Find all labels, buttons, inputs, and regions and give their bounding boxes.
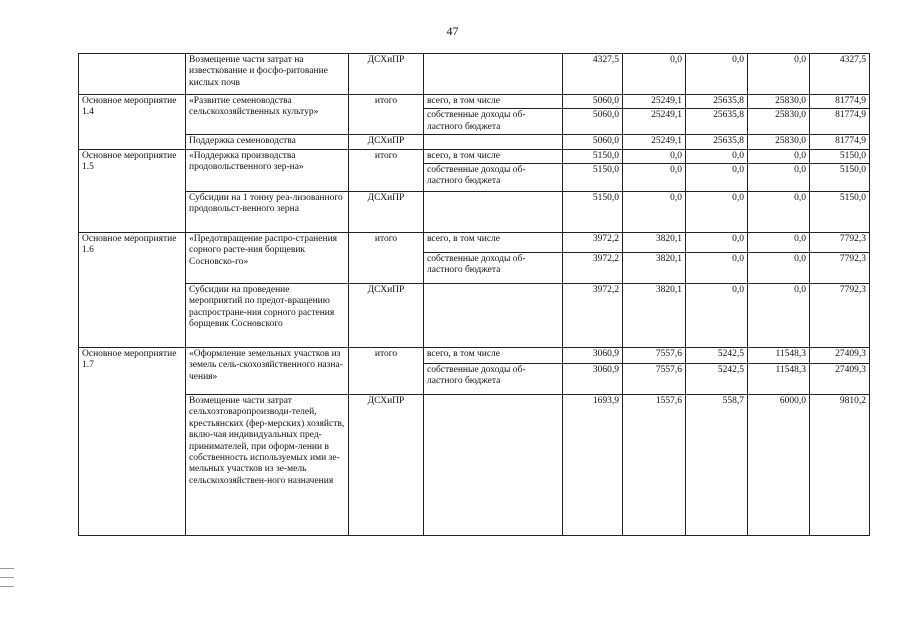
measure-name-cell: Возмещение части затрат сельхозтоваропроизводи-телей, крестьянских (фер-мерских) хозяйств, вклю-чая индивидуальных пред-принимателей, при оформ-лении в собственность используемых ими зе-мельных участков из зе-мель сельскохозяйствен-ного назначения (186, 394, 349, 535)
measure-name-cell: «Предотвращение распро-странения сорного расте-ния борщевик Сосновско-го» (186, 232, 349, 283)
value-cell: 9810,2 (810, 394, 870, 535)
table-row (79, 149, 870, 163)
value-cell: 5150,0 (810, 163, 870, 191)
value-cell: 25830,0 (748, 95, 810, 109)
value-cell: 0,0 (686, 252, 748, 283)
value-cell: 0,0 (623, 163, 686, 191)
value-cell: 558,7 (686, 394, 748, 535)
value-cell: 25635,8 (686, 109, 748, 135)
budget-table-body (79, 54, 870, 536)
value-cell: 5150,0 (563, 149, 623, 163)
table-row (79, 347, 870, 363)
value-cell: 1557,6 (623, 394, 686, 535)
value-cell: 0,0 (748, 191, 810, 232)
value-cell: 5150,0 (563, 191, 623, 232)
value-cell: 0,0 (748, 149, 810, 163)
value-cell: 81774,9 (810, 135, 870, 149)
funding-source-cell (424, 394, 563, 535)
value-cell: 25635,8 (686, 135, 748, 149)
table-row (79, 191, 870, 232)
responsible-cell: итого (349, 95, 424, 135)
table-row (79, 283, 870, 347)
value-cell: 27409,3 (810, 363, 870, 394)
responsible-cell: итого (349, 347, 424, 394)
value-cell: 25249,1 (623, 95, 686, 109)
value-cell: 81774,9 (810, 109, 870, 135)
value-cell: 0,0 (748, 252, 810, 283)
margin-marks (0, 568, 14, 595)
value-cell: 0,0 (686, 232, 748, 252)
value-cell: 5242,5 (686, 347, 748, 363)
value-cell: 0,0 (686, 163, 748, 191)
measure-name-cell: «Развитие семеноводства сельскохозяйственных культур» (186, 95, 349, 135)
event-cell (79, 54, 186, 95)
responsible-cell: итого (349, 149, 424, 191)
funding-source-cell: собственные доходы об-ластного бюджета (424, 252, 563, 283)
funding-source-cell (424, 54, 563, 95)
event-cell: Основное мероприятие 1.7 (79, 347, 186, 535)
responsible-cell: итого (349, 232, 424, 283)
value-cell: 5150,0 (810, 149, 870, 163)
value-cell: 3060,9 (563, 347, 623, 363)
funding-source-cell: всего, в том числе (424, 347, 563, 363)
responsible-cell: ДСХиПР (349, 191, 424, 232)
funding-source-cell (424, 135, 563, 149)
value-cell: 5060,0 (563, 135, 623, 149)
value-cell: 5242,5 (686, 363, 748, 394)
value-cell: 0,0 (748, 54, 810, 95)
value-cell: 7557,6 (623, 347, 686, 363)
responsible-cell: ДСХиПР (349, 394, 424, 535)
value-cell: 0,0 (748, 232, 810, 252)
value-cell: 3060,9 (563, 363, 623, 394)
responsible-cell: ДСХиПР (349, 54, 424, 95)
value-cell: 5060,0 (563, 95, 623, 109)
event-cell: Основное мероприятие 1.5 (79, 149, 186, 232)
value-cell: 7792,3 (810, 252, 870, 283)
value-cell: 0,0 (686, 191, 748, 232)
responsible-cell: ДСХиПР (349, 283, 424, 347)
funding-source-cell (424, 191, 563, 232)
value-cell: 11548,3 (748, 347, 810, 363)
value-cell: 3820,1 (623, 283, 686, 347)
value-cell: 0,0 (623, 191, 686, 232)
value-cell: 3972,2 (563, 232, 623, 252)
table-row (79, 135, 870, 149)
value-cell: 5060,0 (563, 109, 623, 135)
value-cell: 25249,1 (623, 135, 686, 149)
funding-source-cell: всего, в том числе (424, 95, 563, 109)
value-cell: 6000,0 (748, 394, 810, 535)
funding-source-cell (424, 283, 563, 347)
table-row (79, 232, 870, 252)
value-cell: 7792,3 (810, 283, 870, 347)
value-cell: 0,0 (623, 54, 686, 95)
value-cell: 7792,3 (810, 232, 870, 252)
page-number: 47 (446, 24, 459, 38)
value-cell: 0,0 (686, 54, 748, 95)
value-cell: 25830,0 (748, 109, 810, 135)
funding-source-cell: всего, в том числе (424, 149, 563, 163)
value-cell: 0,0 (748, 163, 810, 191)
table-row (79, 95, 870, 109)
value-cell: 0,0 (686, 149, 748, 163)
value-cell: 4327,5 (563, 54, 623, 95)
funding-source-cell: собственные доходы об-ластного бюджета (424, 109, 563, 135)
funding-source-cell: всего, в том числе (424, 232, 563, 252)
value-cell: 1693,9 (563, 394, 623, 535)
measure-name-cell: Субсидии на 1 тонну реа-лизованного продовольст-венного зерна (186, 191, 349, 232)
value-cell: 27409,3 (810, 347, 870, 363)
value-cell: 5150,0 (810, 191, 870, 232)
funding-source-cell: собственные доходы об-ластного бюджета (424, 363, 563, 394)
value-cell: 3972,2 (563, 283, 623, 347)
event-cell: Основное мероприятие 1.4 (79, 95, 186, 150)
value-cell: 0,0 (623, 149, 686, 163)
event-cell: Основное мероприятие 1.6 (79, 232, 186, 347)
value-cell: 11548,3 (748, 363, 810, 394)
measure-name-cell: Субсидии на проведение мероприятий по предот-вращению распростране-ния сорного растения борщевик Сосновского (186, 283, 349, 347)
value-cell: 3972,2 (563, 252, 623, 283)
value-cell: 25635,8 (686, 95, 748, 109)
value-cell: 5150,0 (563, 163, 623, 191)
measure-name-cell: «Поддержка производства продовольственного зер-на» (186, 149, 349, 191)
table-row (79, 54, 870, 95)
value-cell: 4327,5 (810, 54, 870, 95)
value-cell: 3820,1 (623, 232, 686, 252)
responsible-cell: ДСХиПР (349, 135, 424, 149)
value-cell: 25830,0 (748, 135, 810, 149)
value-cell: 0,0 (686, 283, 748, 347)
measure-name-cell: «Оформление земельных участков из земель сель-скохозяйственного назна-чения» (186, 347, 349, 394)
value-cell: 3820,1 (623, 252, 686, 283)
table-row (79, 394, 870, 535)
funding-source-cell: собственные доходы об-ластного бюджета (424, 163, 563, 191)
measure-name-cell: Возмещение части затрат на известкование и фосфо-ритование кислых почв (186, 54, 349, 95)
value-cell: 7557,6 (623, 363, 686, 394)
value-cell: 81774,9 (810, 95, 870, 109)
measure-name-cell: Поддержка семеноводства (186, 135, 349, 149)
value-cell: 0,0 (748, 283, 810, 347)
budget-table (78, 53, 870, 536)
value-cell: 25249,1 (623, 109, 686, 135)
